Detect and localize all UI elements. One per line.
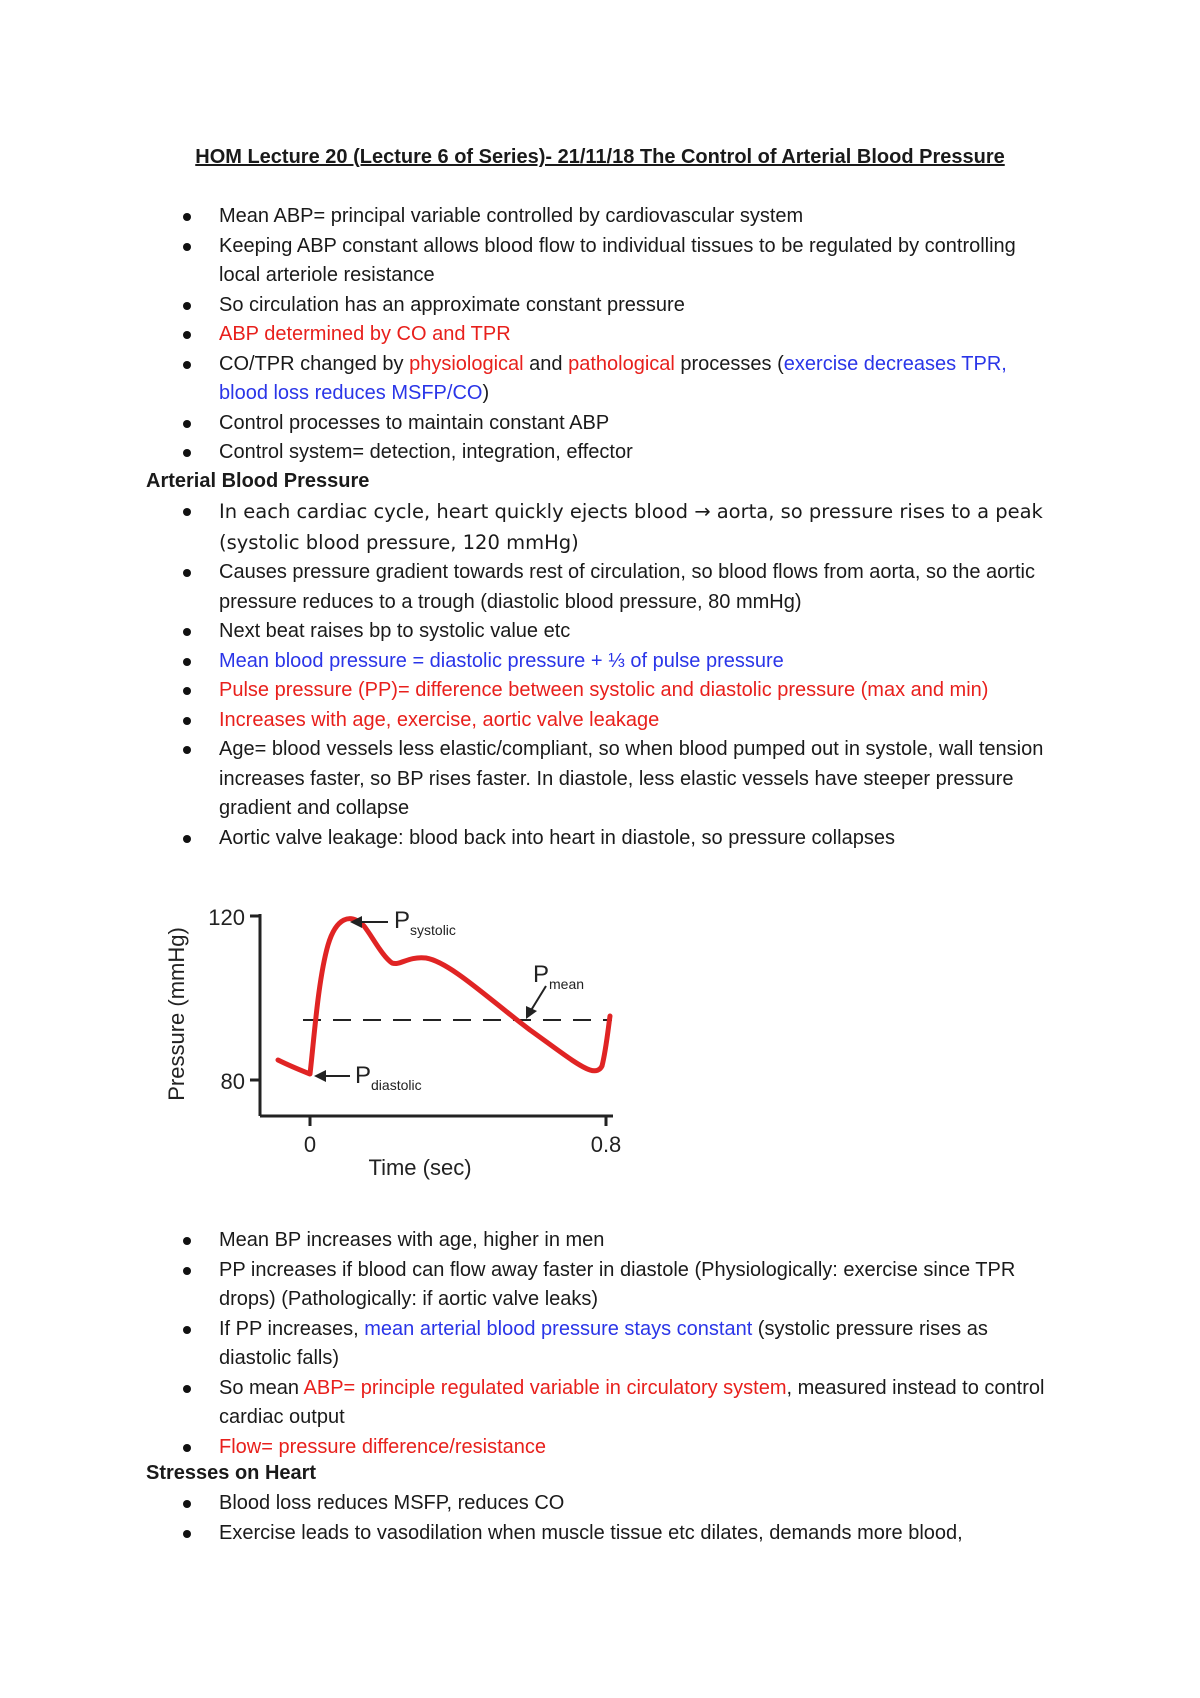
bullet-dot [183, 1385, 191, 1393]
diastolic-arrow-head [314, 1070, 326, 1082]
y-axis-label: Pressure (mmHg) [164, 927, 189, 1101]
bullet-dot [183, 1326, 191, 1334]
bullet-text: Flow= pressure difference/resistance [219, 1435, 547, 1458]
bullet-text: Pulse pressure (PP)= difference between systolic and diastolic pressure (max and min) [219, 679, 989, 701]
x-axis-label: Time (sec) [368, 1155, 472, 1180]
bullet-dot [183, 1444, 191, 1452]
bullet-dot [183, 508, 191, 516]
diastolic-label: Pdiastolic [355, 1062, 422, 1093]
stresses-bullet-list [0, 1489, 1059, 1548]
bullet-text: Control system= detection, integration, effector [219, 441, 633, 463]
document-title: HOM Lecture 20 (Lecture 6 of Series)- 21/11/18 The Control of Arterial Blood Pressure [195, 146, 1005, 168]
bullet-dot [183, 243, 191, 251]
bullet-text: physiological [409, 352, 524, 375]
list-item [0, 320, 1059, 350]
bullet-text: pathological [568, 352, 675, 375]
list-item [0, 1433, 1059, 1463]
blood-pressure-waveform-figure [150, 890, 640, 1190]
y-tick-label-80: 80 [220, 1069, 245, 1094]
bullet-text: Keeping ABP constant allows blood flow to individual tissues to be regulated by controlling local arteriole resistance [219, 234, 1016, 286]
bullet-dot [183, 687, 191, 695]
list-item [0, 497, 1059, 558]
bullet-dot [183, 420, 191, 428]
list-item [0, 409, 1059, 439]
list-item [0, 1315, 1059, 1374]
bullet-text: In each cardiac cycle, heart quickly ejects blood → aorta, so pressure rises to a peak (systolic blood pressure, 120 mmHg) [219, 500, 1043, 554]
list-item [0, 617, 1059, 647]
bullet-text: and [523, 352, 569, 375]
bullet-dot [183, 361, 191, 369]
list-item [0, 232, 1059, 291]
bullet-dot [183, 1500, 191, 1508]
list-item [0, 438, 1059, 468]
list-item [0, 1489, 1059, 1519]
bullet-dot [183, 1530, 191, 1538]
list-item [0, 706, 1059, 736]
list-item [0, 824, 1059, 854]
bullet-text: Increases with age, exercise, aortic valve leakage [219, 708, 660, 731]
bullet-text: Control processes to maintain constant ABP [219, 411, 610, 434]
bullet-dot [183, 628, 191, 636]
bullet-dot [183, 835, 191, 843]
bullet-text: ) [482, 382, 490, 404]
bullet-dot [183, 213, 191, 221]
bullet-dot [183, 1267, 191, 1275]
bullet-dot [183, 569, 191, 577]
list-item [0, 735, 1059, 824]
list-item [0, 291, 1059, 321]
list-item [0, 1256, 1059, 1315]
bullet-text: ABP determined by CO and TPR [219, 323, 511, 345]
list-item [0, 647, 1059, 677]
bullet-text: CO/TPR changed by [219, 352, 410, 375]
intro-bullet-list [0, 202, 1059, 468]
section-heading-stresses-on-heart: Stresses on Heart [146, 1462, 317, 1484]
bullet-dot [183, 302, 191, 310]
x-tick-label-0-8: 0.8 [590, 1132, 622, 1157]
section-heading-arterial-blood-pressure: Arterial Blood Pressure [146, 470, 370, 492]
x-tick-label-0: 0 [303, 1132, 317, 1157]
bullet-dot [183, 449, 191, 457]
bullet-text: , measured instead to control cardiac output [219, 1376, 1045, 1428]
arterial-bullet-list [0, 497, 1059, 853]
list-item [0, 1226, 1059, 1256]
bullet-dot [183, 658, 191, 666]
list-item [0, 350, 1059, 409]
mean-arrow-line [530, 986, 546, 1012]
bullet-dot [183, 717, 191, 725]
list-item [0, 676, 1059, 706]
bullet-text: Exercise leads to vasodilation when muscle tissue etc dilates, demands more blood, [219, 1521, 963, 1544]
y-tick-label-120: 120 [208, 905, 245, 930]
bullet-text: Causes pressure gradient towards rest of circulation, so blood flows from aorta, so the aortic pressure reduces to a trough (diastolic blood pressure, 80 mmHg) [219, 561, 1035, 613]
bullet-text: Blood loss reduces MSFP, reduces CO [219, 1492, 565, 1514]
bullet-dot [183, 331, 191, 339]
list-item [0, 1519, 1059, 1549]
mean-label: Pmean [533, 961, 585, 992]
list-item [0, 1374, 1059, 1433]
bullet-text: Aortic valve leakage: blood back into heart in diastole, so pressure collapses [219, 826, 895, 849]
bullet-text: Next beat raises bp to systolic value etc [219, 620, 571, 642]
list-item [0, 558, 1059, 617]
bullet-text: processes ( [674, 352, 784, 375]
bullet-text: Age= blood vessels less elastic/compliant, so when blood pumped out in systole, wall tension increases faster, so BP rises faster. In diastole, less elastic vessels have steeper pressure gradient and collapse [219, 738, 1044, 819]
post-figure-bullet-list [0, 1226, 1059, 1462]
bullet-text: Mean ABP= principal variable controlled by cardiovascular system [219, 205, 804, 227]
bullet-text: ABP= principle regulated variable in circulatory system [303, 1376, 787, 1399]
pressure-waveform-curve [278, 919, 610, 1074]
bullet-text: If PP increases, [219, 1317, 365, 1340]
bullet-text: So circulation has an approximate constant pressure [219, 293, 685, 316]
bullet-text: Mean BP increases with age, higher in men [219, 1229, 605, 1251]
list-item [0, 202, 1059, 232]
bullet-dot [183, 1237, 191, 1245]
bullet-text: mean arterial blood pressure stays constant [364, 1317, 753, 1340]
bullet-text: exercise decreases TPR, blood loss reduces MSFP/CO [219, 352, 1007, 404]
systolic-label: Psystolic [394, 907, 456, 938]
bullet-dot [183, 746, 191, 754]
bullet-text: (systolic pressure rises as diastolic falls) [219, 1317, 988, 1369]
bullet-text: Mean blood pressure = diastolic pressure + ⅓ of pulse pressure [219, 649, 784, 672]
bullet-text: So mean [219, 1376, 304, 1399]
bullet-text: PP increases if blood can flow away faster in diastole (Physiologically: exercise since TPR drops) (Pathologically: if aortic valve leaks) [219, 1258, 1016, 1310]
